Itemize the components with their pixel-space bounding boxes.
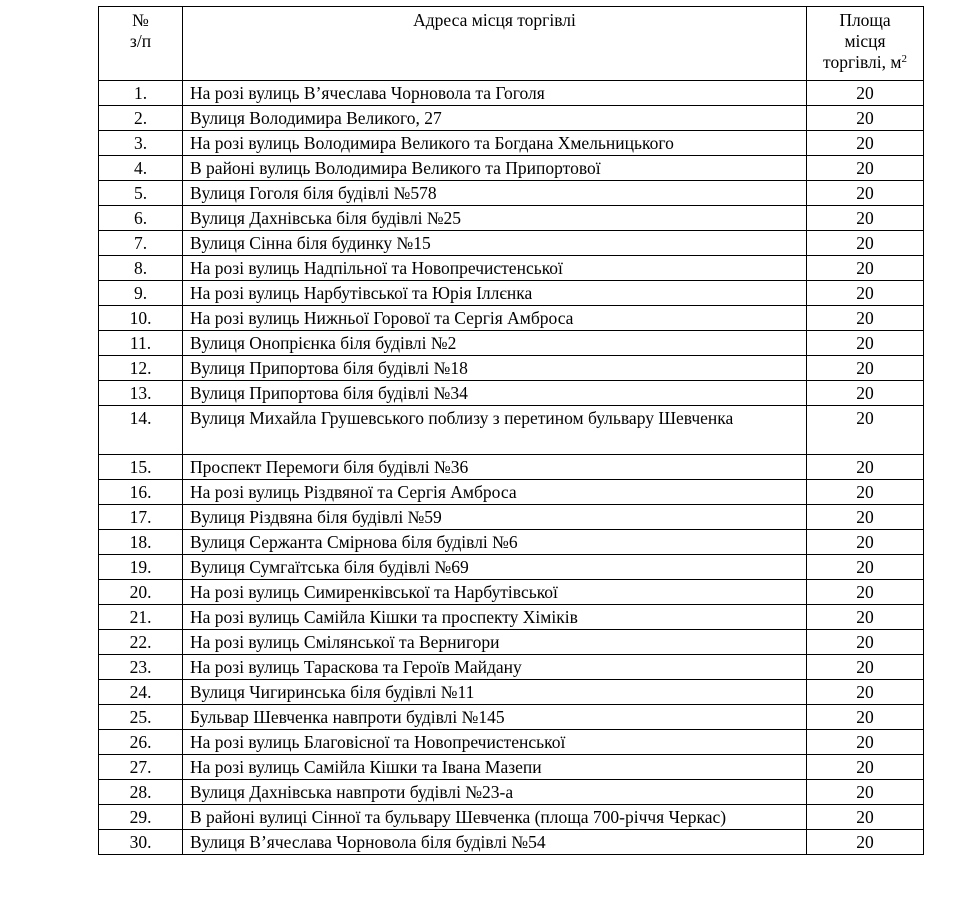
header-area <box>807 7 924 81</box>
row-address: На розі вулиць Тараскова та Героїв Майдану <box>183 655 807 680</box>
table-row <box>99 206 924 231</box>
row-number: 26. <box>99 730 183 755</box>
row-area: 20 <box>807 480 924 505</box>
row-area: 20 <box>807 106 924 131</box>
header-number-sign: № <box>132 10 149 30</box>
header-area-superscript: 2 <box>901 53 907 65</box>
row-address: Вулиця Різдвяна біля будівлі №59 <box>183 505 807 530</box>
row-address: На розі вулиць Надпільної та Новопречистенської <box>183 256 807 281</box>
row-area: 20 <box>807 655 924 680</box>
row-number: 2. <box>99 106 183 131</box>
row-address: В районі вулиць Володимира Великого та Припортової <box>183 156 807 181</box>
table-row <box>99 555 924 580</box>
row-address: Проспект Перемоги біля будівлі №36 <box>183 455 807 480</box>
table-row <box>99 505 924 530</box>
table-row <box>99 381 924 406</box>
row-area: 20 <box>807 206 924 231</box>
table-row <box>99 730 924 755</box>
table-row <box>99 705 924 730</box>
row-number: 14. <box>99 406 183 455</box>
header-area-unit: торгівлі, м <box>823 52 902 72</box>
row-address: На розі вулиць Благовісної та Новопречистенської <box>183 730 807 755</box>
table-row <box>99 306 924 331</box>
row-area: 20 <box>807 306 924 331</box>
row-address: На розі вулиць В’ячеслава Чорновола та Гоголя <box>183 81 807 106</box>
row-number: 15. <box>99 455 183 480</box>
table-row <box>99 455 924 480</box>
row-number: 6. <box>99 206 183 231</box>
table-row <box>99 281 924 306</box>
row-number: 13. <box>99 381 183 406</box>
row-area: 20 <box>807 755 924 780</box>
row-address: Вулиця Гоголя біля будівлі №578 <box>183 181 807 206</box>
row-number: 29. <box>99 805 183 830</box>
table-row <box>99 480 924 505</box>
row-number: 25. <box>99 705 183 730</box>
header-area-line1: Площа <box>839 10 891 30</box>
row-area: 20 <box>807 81 924 106</box>
table-row <box>99 231 924 256</box>
row-area: 20 <box>807 605 924 630</box>
row-address: На розі вулиць Самійла Кішки та проспекту Хіміків <box>183 605 807 630</box>
table-row <box>99 805 924 830</box>
row-number: 1. <box>99 81 183 106</box>
row-number: 5. <box>99 181 183 206</box>
table-row <box>99 106 924 131</box>
row-area: 20 <box>807 805 924 830</box>
row-address: На розі вулиць Різдвяної та Сергія Амброса <box>183 480 807 505</box>
row-area: 20 <box>807 406 924 455</box>
header-number-abbr: з/п <box>129 31 152 51</box>
row-area: 20 <box>807 555 924 580</box>
header-area-line3 <box>807 52 923 73</box>
row-address: На розі вулиць Самійла Кішки та Івана Мазепи <box>183 755 807 780</box>
row-number: 7. <box>99 231 183 256</box>
row-address: Вулиця Михайла Грушевського поблизу з перетином бульвару Шевченка <box>183 406 807 455</box>
row-number: 3. <box>99 131 183 156</box>
row-number: 18. <box>99 530 183 555</box>
row-number: 23. <box>99 655 183 680</box>
row-address: Вулиця В’ячеслава Чорновола біля будівлі №54 <box>183 830 807 855</box>
table-row <box>99 81 924 106</box>
row-area: 20 <box>807 181 924 206</box>
table-row <box>99 406 924 455</box>
row-number: 24. <box>99 680 183 705</box>
row-address: Вулиця Дахнівська навпроти будівлі №23-а <box>183 780 807 805</box>
row-area: 20 <box>807 680 924 705</box>
table-header <box>99 7 924 81</box>
table-row <box>99 680 924 705</box>
row-address: Вулиця Онопрієнка біля будівлі №2 <box>183 331 807 356</box>
row-address: На розі вулиць Смілянської та Вернигори <box>183 630 807 655</box>
row-address: Вулиця Припортова біля будівлі №34 <box>183 381 807 406</box>
row-area: 20 <box>807 530 924 555</box>
row-number: 11. <box>99 331 183 356</box>
row-area: 20 <box>807 830 924 855</box>
header-row <box>99 7 924 81</box>
row-number: 4. <box>99 156 183 181</box>
row-area: 20 <box>807 331 924 356</box>
row-area: 20 <box>807 381 924 406</box>
row-number: 16. <box>99 480 183 505</box>
row-number: 22. <box>99 630 183 655</box>
table-row <box>99 630 924 655</box>
table-body <box>99 81 924 855</box>
table-row <box>99 131 924 156</box>
table-row <box>99 755 924 780</box>
table-row <box>99 830 924 855</box>
row-area: 20 <box>807 730 924 755</box>
table-row <box>99 356 924 381</box>
row-address: Вулиця Сержанта Смірнова біля будівлі №6 <box>183 530 807 555</box>
row-number: 20. <box>99 580 183 605</box>
table-row <box>99 156 924 181</box>
row-address: Вулиця Дахнівська біля будівлі №25 <box>183 206 807 231</box>
row-number: 27. <box>99 755 183 780</box>
row-area: 20 <box>807 505 924 530</box>
row-address: На розі вулиць Нижньої Горової та Сергія Амброса <box>183 306 807 331</box>
row-area: 20 <box>807 356 924 381</box>
table-row <box>99 331 924 356</box>
row-address: Бульвар Шевченка навпроти будівлі №145 <box>183 705 807 730</box>
row-area: 20 <box>807 156 924 181</box>
row-area: 20 <box>807 455 924 480</box>
header-number <box>99 7 183 81</box>
row-address: Вулиця Сумгаїтська біля будівлі №69 <box>183 555 807 580</box>
row-number: 19. <box>99 555 183 580</box>
row-area: 20 <box>807 580 924 605</box>
row-address: На розі вулиць Нарбутівської та Юрія Іллєнка <box>183 281 807 306</box>
row-number: 9. <box>99 281 183 306</box>
row-address: Вулиця Володимира Великого, 27 <box>183 106 807 131</box>
row-number: 21. <box>99 605 183 630</box>
row-address: На розі вулиць Володимира Великого та Богдана Хмельницького <box>183 131 807 156</box>
row-address: В районі вулиці Сінної та бульвару Шевченка (площа 700-річчя Черкас) <box>183 805 807 830</box>
row-number: 28. <box>99 780 183 805</box>
row-address: Вулиця Чигиринська біля будівлі №11 <box>183 680 807 705</box>
trading-places-table <box>98 6 924 855</box>
row-area: 20 <box>807 705 924 730</box>
table-row <box>99 655 924 680</box>
row-address: На розі вулиць Симиренківської та Нарбутівської <box>183 580 807 605</box>
row-area: 20 <box>807 281 924 306</box>
row-area: 20 <box>807 231 924 256</box>
row-area: 20 <box>807 131 924 156</box>
row-number: 8. <box>99 256 183 281</box>
header-address: Адреса місця торгівлі <box>183 7 807 81</box>
row-number: 12. <box>99 356 183 381</box>
row-area: 20 <box>807 780 924 805</box>
row-address: Вулиця Припортова біля будівлі №18 <box>183 356 807 381</box>
row-address: Вулиця Сінна біля будинку №15 <box>183 231 807 256</box>
table-row <box>99 181 924 206</box>
table-row <box>99 530 924 555</box>
row-number: 30. <box>99 830 183 855</box>
row-area: 20 <box>807 256 924 281</box>
table-row <box>99 580 924 605</box>
header-area-line2: місця <box>844 31 886 51</box>
row-number: 17. <box>99 505 183 530</box>
table-row <box>99 256 924 281</box>
table-row <box>99 780 924 805</box>
row-area: 20 <box>807 630 924 655</box>
row-number: 10. <box>99 306 183 331</box>
table-row <box>99 605 924 630</box>
